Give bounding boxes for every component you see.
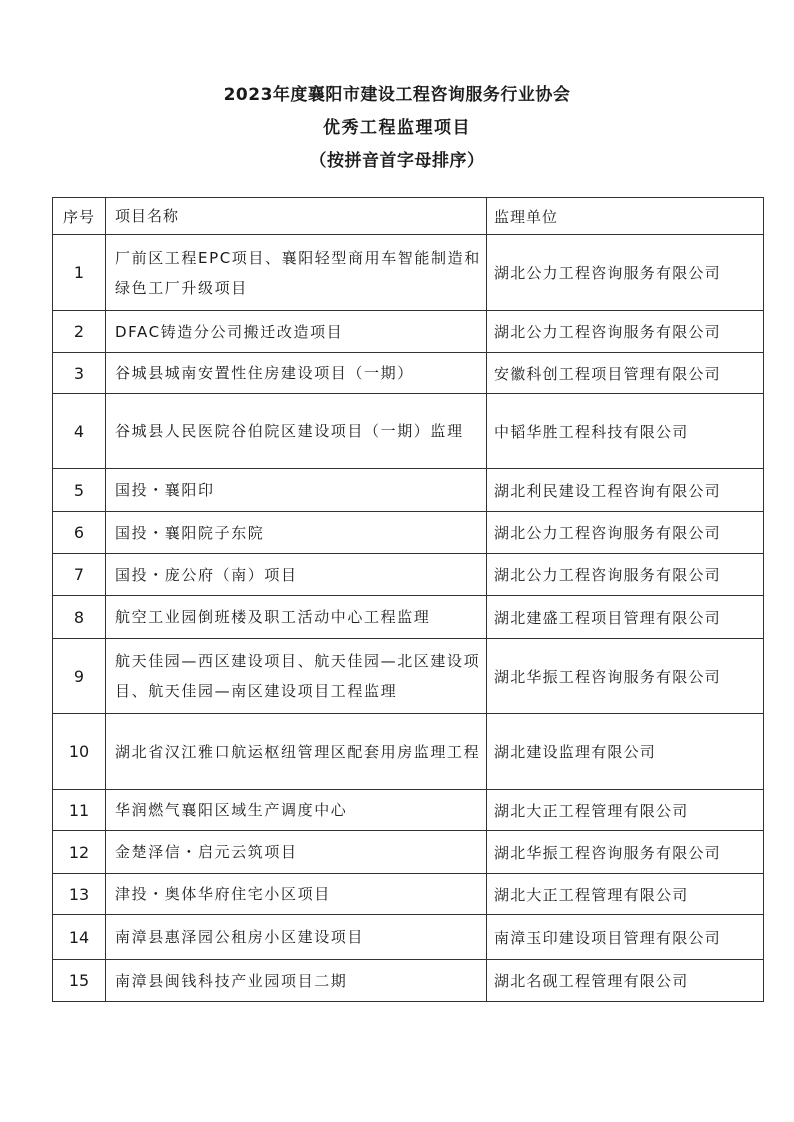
supervision-unit: 湖北公力工程咨询服务有限公司 xyxy=(487,512,764,554)
supervision-unit: 湖北利民建设工程咨询有限公司 xyxy=(487,469,764,512)
project-table xyxy=(52,197,764,1002)
project-name: 津投・奥体华府住宅小区项目 xyxy=(106,874,487,915)
row-number: 1 xyxy=(53,235,106,311)
table-row xyxy=(53,311,764,353)
supervision-unit: 湖北公力工程咨询服务有限公司 xyxy=(487,311,764,353)
column-header-name: 项目名称 xyxy=(106,198,487,235)
row-number: 10 xyxy=(53,714,106,790)
column-header-no: 序号 xyxy=(53,198,106,235)
row-number: 5 xyxy=(53,469,106,512)
sort-note: （按拼音首字母排序） xyxy=(309,151,485,171)
project-name: 金楚泽信・启元云筑项目 xyxy=(106,831,487,874)
supervision-unit: 湖北华振工程咨询服务有限公司 xyxy=(487,639,764,714)
row-number: 12 xyxy=(53,831,106,874)
table-row xyxy=(53,790,764,831)
row-number: 13 xyxy=(53,874,106,915)
table-row xyxy=(53,554,764,596)
table-row xyxy=(53,512,764,554)
row-number: 11 xyxy=(53,790,106,831)
supervision-unit: 湖北公力工程咨询服务有限公司 xyxy=(487,554,764,596)
project-name: 厂前区工程EPC项目、襄阳轻型商用车智能制造和绿色工厂升级项目 xyxy=(106,235,487,311)
project-name: 航天佳园—西区建设项目、航天佳园—北区建设项目、航天佳园—南区建设项目工程监理 xyxy=(106,639,487,714)
supervision-unit: 湖北华振工程咨询服务有限公司 xyxy=(487,831,764,874)
row-number: 14 xyxy=(53,915,106,960)
table-row xyxy=(53,831,764,874)
supervision-unit: 湖北公力工程咨询服务有限公司 xyxy=(487,235,764,311)
supervision-unit: 安徽科创工程项目管理有限公司 xyxy=(487,353,764,394)
table-row xyxy=(53,639,764,714)
project-name: 湖北省汉江雅口航运枢纽管理区配套用房监理工程 xyxy=(106,714,487,790)
project-name: 华润燃气襄阳区域生产调度中心 xyxy=(106,790,487,831)
table-row xyxy=(53,915,764,960)
row-number: 15 xyxy=(53,960,106,1002)
supervision-unit: 中韬华胜工程科技有限公司 xyxy=(487,394,764,469)
table-row xyxy=(53,714,764,790)
table-row xyxy=(53,235,764,311)
row-number: 2 xyxy=(53,311,106,353)
project-name: 谷城县城南安置性住房建设项目（一期） xyxy=(106,353,487,394)
table-row xyxy=(53,353,764,394)
project-name: 南漳县惠泽园公租房小区建设项目 xyxy=(106,915,487,960)
project-name: 国投・庞公府（南）项目 xyxy=(106,554,487,596)
row-number: 4 xyxy=(53,394,106,469)
project-name: 南漳县闽钱科技产业园项目二期 xyxy=(106,960,487,1002)
project-name: 航空工业园倒班楼及职工活动中心工程监理 xyxy=(106,596,487,639)
document-title: 2023年度襄阳市建设工程咨询服务行业协会 xyxy=(223,85,571,105)
supervision-unit: 湖北大正工程管理有限公司 xyxy=(487,874,764,915)
row-number: 9 xyxy=(53,639,106,714)
row-number: 7 xyxy=(53,554,106,596)
table-row xyxy=(53,469,764,512)
document-title-block xyxy=(0,84,794,183)
table-row xyxy=(53,874,764,915)
table-row xyxy=(53,596,764,639)
project-name: DFAC铸造分公司搬迁改造项目 xyxy=(106,311,487,353)
supervision-unit: 湖北大正工程管理有限公司 xyxy=(487,790,764,831)
project-name: 国投・襄阳印 xyxy=(106,469,487,512)
row-number: 8 xyxy=(53,596,106,639)
table-row xyxy=(53,394,764,469)
supervision-unit: 南漳玉印建设项目管理有限公司 xyxy=(487,915,764,960)
project-name: 国投・襄阳院子东院 xyxy=(106,512,487,554)
table-row xyxy=(53,960,764,1002)
project-name: 谷城县人民医院谷伯院区建设项目（一期）监理 xyxy=(106,394,487,469)
table-header-row xyxy=(53,198,764,235)
supervision-unit: 湖北建盛工程项目管理有限公司 xyxy=(487,596,764,639)
supervision-unit: 湖北名砚工程管理有限公司 xyxy=(487,960,764,1002)
document-subtitle: 优秀工程监理项目 xyxy=(323,118,471,138)
column-header-unit: 监理单位 xyxy=(487,198,764,235)
row-number: 6 xyxy=(53,512,106,554)
supervision-unit: 湖北建设监理有限公司 xyxy=(487,714,764,790)
row-number: 3 xyxy=(53,353,106,394)
